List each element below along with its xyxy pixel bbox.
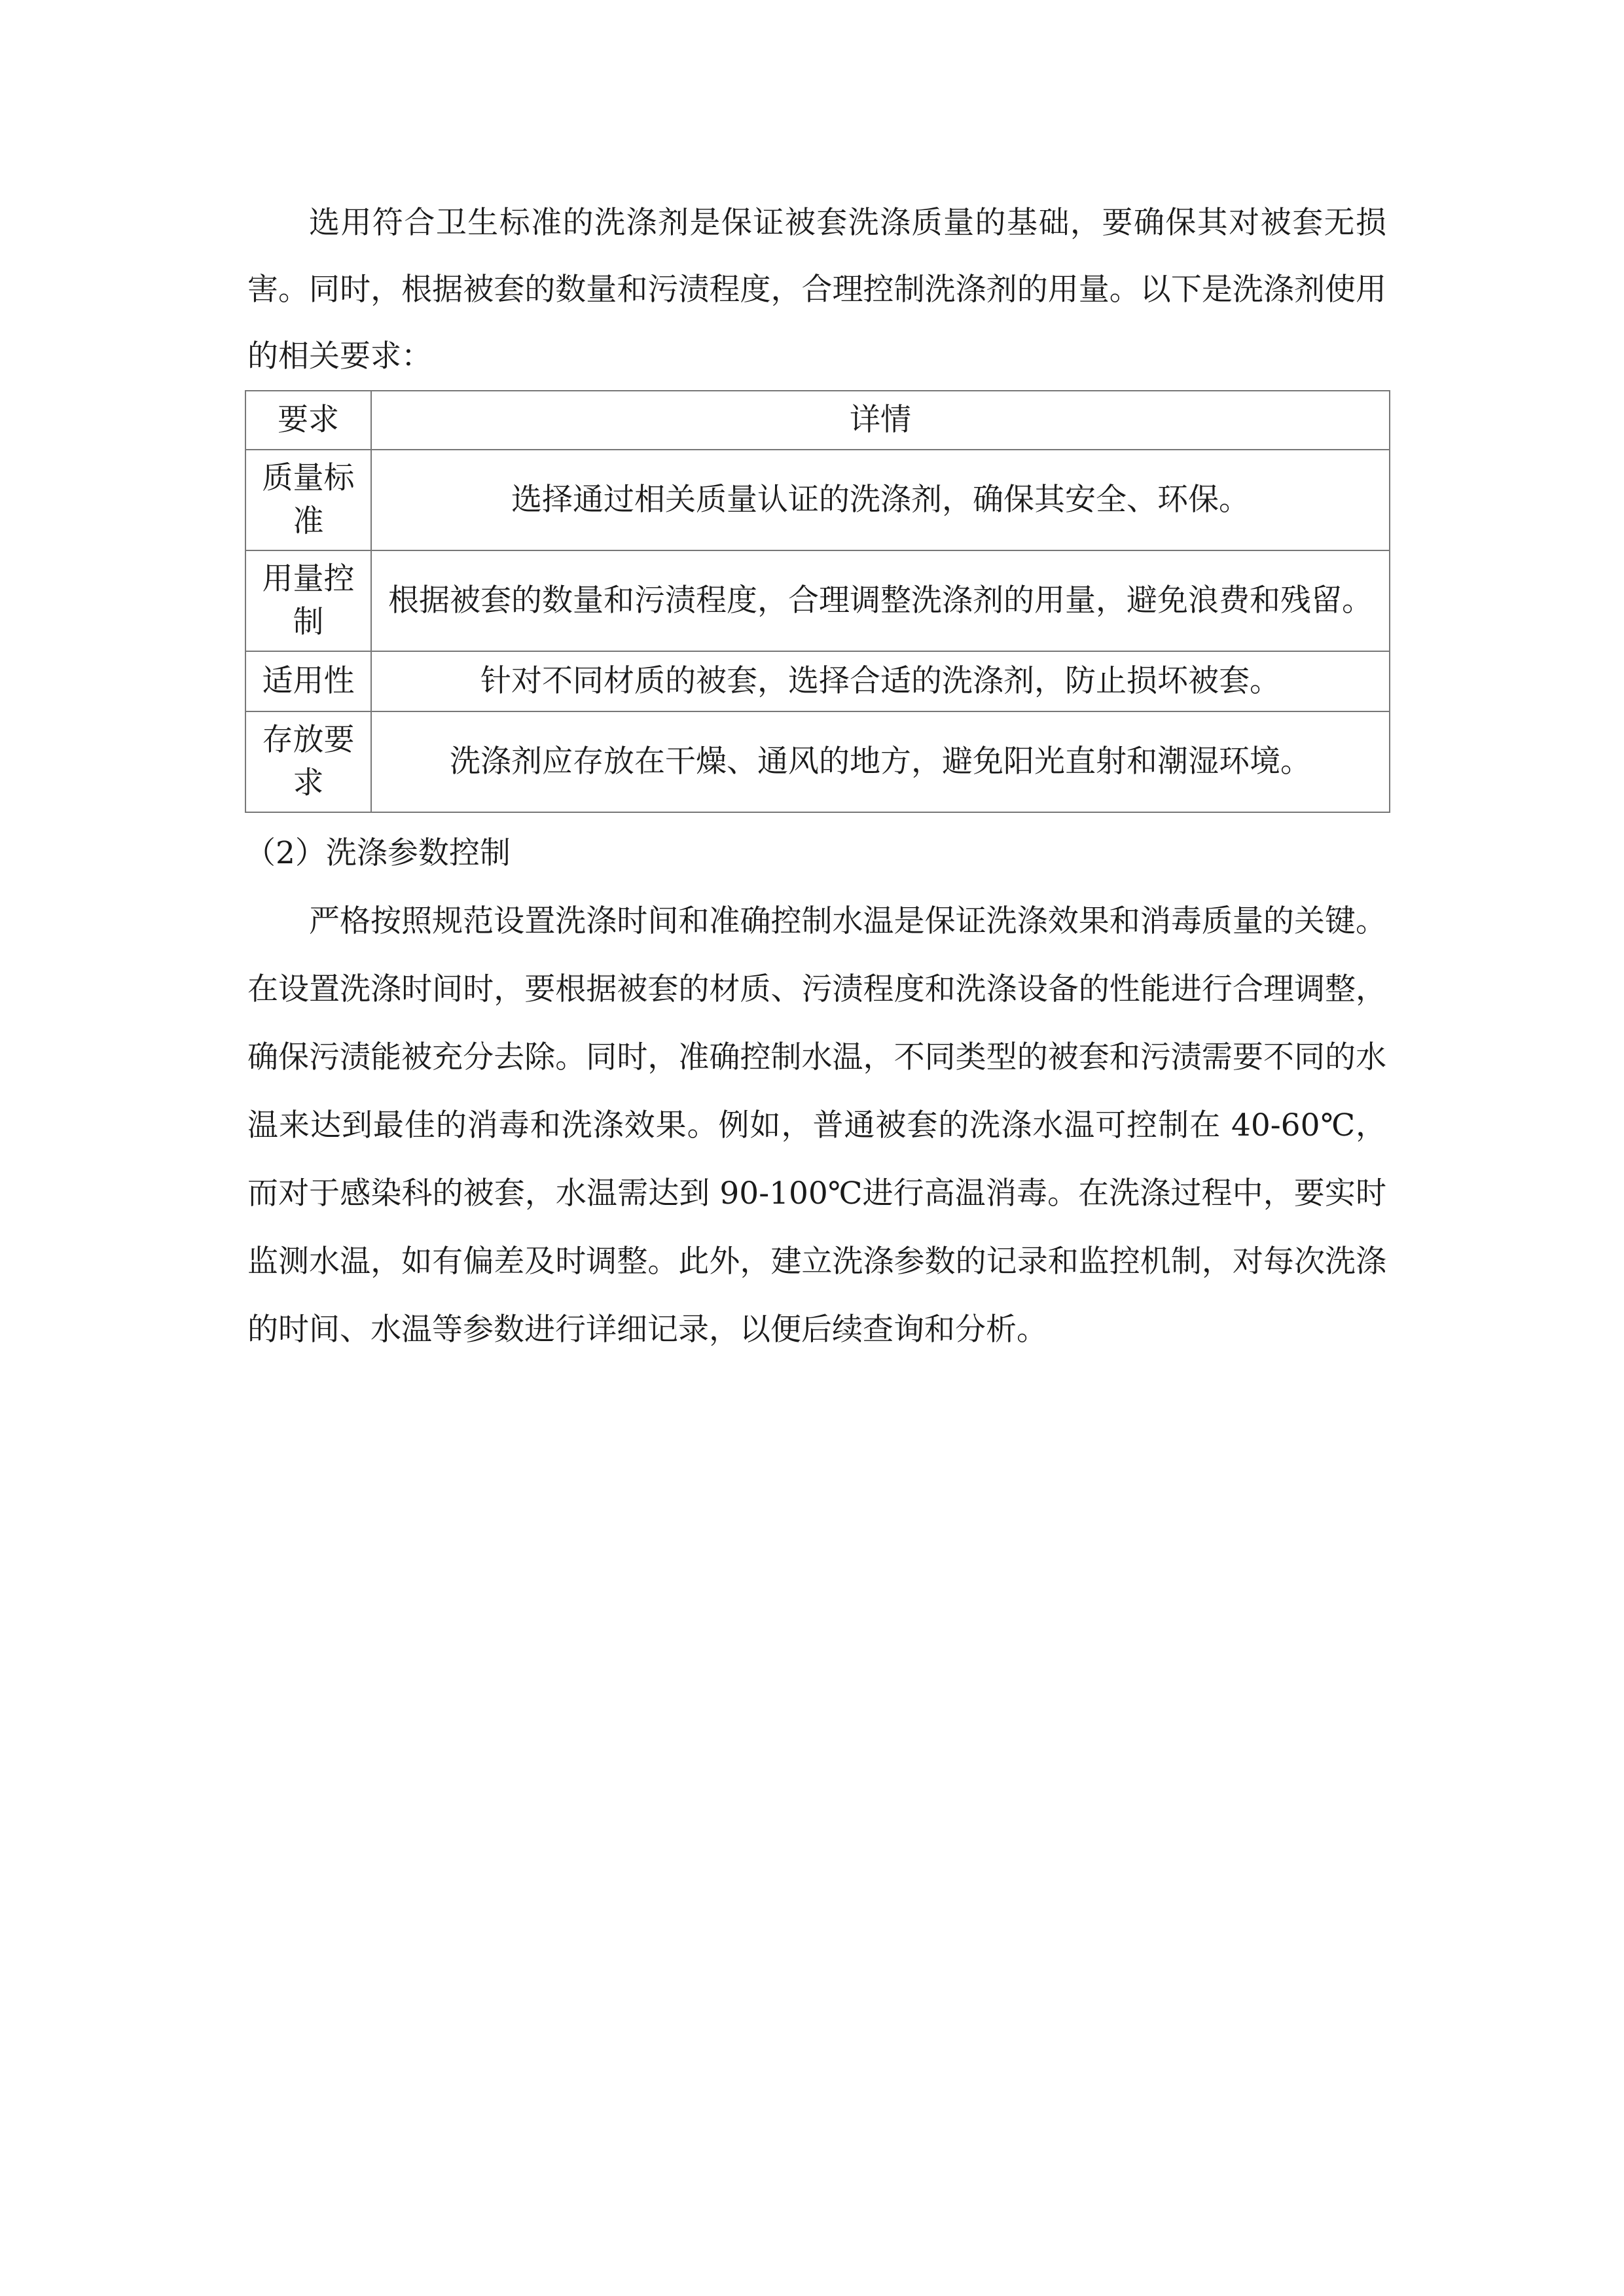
document-page — [247, 190, 1386, 1364]
table-cell-requirement: 存放要求 — [245, 711, 371, 812]
table-cell-requirement: 用量控制 — [245, 550, 371, 651]
body-paragraph: 严格按照规范设置洗涤时间和准确控制水温是保证洗涤效果和消毒质量的关键。在设置洗涤时间时，要根据被套的材质、污渍程度和洗涤设备的性能进行合理调整，确保污渍能被充分去除。同时，准确控制水温，不同类型的被套和污渍需要不同的水温来达到最佳的消毒和洗涤效果。例如，普通被套的洗涤水温可控制在 40-60℃，而对于感染科的被套，水温需达到 90-100℃进行高温消毒。在洗涤过程中，要实时监测水温，如有偏差及时调整。此外，建立洗涤参数的记录和监控机制，对每次洗涤的时间、水温等参数进行详细记录，以便后续查询和分析。 — [247, 903, 1386, 1348]
table-cell-detail: 根据被套的数量和污渍程度，合理调整洗涤剂的用量，避免浪费和残留。 — [371, 550, 1390, 651]
table-cell-requirement: 适用性 — [245, 651, 371, 711]
table-cell-detail: 针对不同材质的被套，选择合适的洗涤剂，防止损坏被套。 — [371, 651, 1390, 711]
table-header-detail: 详情 — [371, 391, 1390, 450]
table-header-requirement: 要求 — [245, 391, 371, 450]
section-heading: （2）洗涤参数控制 — [245, 835, 511, 871]
intro-paragraph: 选用符合卫生标准的洗涤剂是保证被套洗涤质量的基础，要确保其对被套无损害。同时，根据被套的数量和污渍程度，合理控制洗涤剂的用量。以下是洗涤剂使用的相关要求： — [247, 205, 1386, 374]
table-row — [245, 550, 1390, 651]
table-row — [245, 450, 1390, 550]
table-cell-requirement: 质量标准 — [245, 450, 371, 550]
table-cell-detail: 选择通过相关质量认证的洗涤剂，确保其安全、环保。 — [371, 450, 1390, 550]
table-header-row — [245, 391, 1390, 450]
requirements-table — [245, 390, 1390, 813]
table-cell-detail: 洗涤剂应存放在干燥、通风的地方，避免阳光直射和潮湿环境。 — [371, 711, 1390, 812]
table-row — [245, 711, 1390, 812]
table-row — [245, 651, 1390, 711]
